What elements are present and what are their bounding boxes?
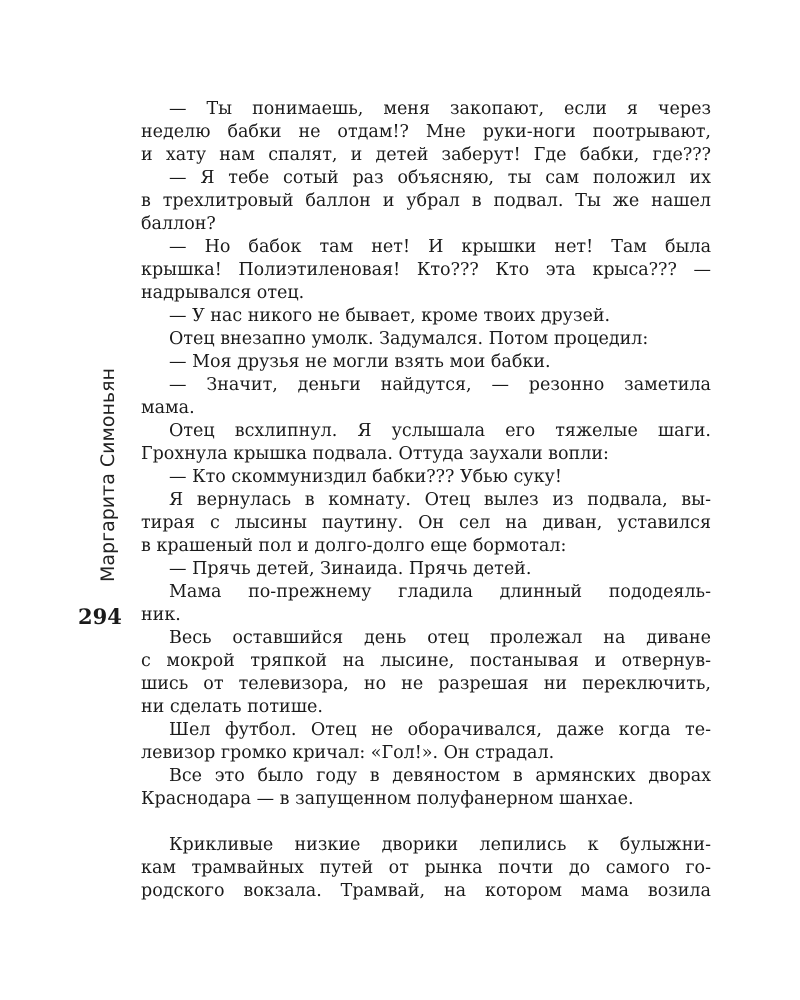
text-line: надрывался отец.: [141, 283, 305, 303]
text-line: кам трамвайных путей от рынка почти до самого го-: [141, 858, 711, 878]
text-line: левизор громко кричал: «Гол!». Он страдал.: [141, 743, 555, 763]
text-line: и хату нам спалят, и детей заберут! Где бабки, где???: [141, 145, 711, 165]
text-line: крышка! Полиэтиленовая! Кто??? Кто эта крыса??? —: [141, 260, 711, 280]
text-line: в крашеный пол и долго-долго еще бормотал:: [141, 536, 567, 556]
text-line: Все это было году в девяностом в армянских дворах: [169, 766, 711, 786]
section-break: [141, 811, 711, 834]
text-line: — Кто скоммуниздил бабки??? Убью суку!: [169, 467, 562, 487]
text-line: Шел футбол. Отец не оборачивался, даже когда те-: [169, 720, 711, 740]
text-line: — Значит, деньги найдутся, — резонно заметила: [169, 375, 711, 395]
text-line: — У нас никого не бывает, кроме твоих друзей.: [169, 306, 611, 326]
text-line: Я вернулась в комнату. Отец вылез из подвала, вы-: [169, 490, 711, 510]
running-head-author: Маргарита Симоньян: [97, 368, 119, 582]
text-line: Отец всхлипнул. Я услышала его тяжелые шаги.: [169, 421, 711, 441]
text-line: мама.: [141, 398, 195, 418]
text-line: Грохнула крышка подвала. Оттуда заухали вопли:: [141, 444, 609, 464]
text-line: Крикливые низкие дворики лепились к булыжни-: [169, 835, 711, 855]
text-line: ник.: [141, 605, 181, 625]
page-number: 294: [78, 604, 122, 629]
text-line: Весь оставшийся день отец пролежал на диване: [169, 628, 711, 648]
text-line: с мокрой тряпкой на лысине, постанывая и отвернув-: [141, 651, 711, 671]
text-line: — Прячь детей, Зинаида. Прячь детей.: [169, 559, 532, 579]
text-line: Краснодара — в запущенном полуфанерном шанхае.: [141, 789, 634, 809]
text-line: шись от телевизора, но не разрешая ни переключить,: [141, 674, 711, 694]
text-line: — Я тебе сотый раз объясняю, ты сам положил их: [169, 168, 711, 188]
text-line: — Моя друзья не могли взять мои бабки.: [169, 352, 551, 372]
text-line: Мама по-прежнему гладила длинный пододеяль-: [169, 582, 711, 602]
text-line: ни сделать потише.: [141, 697, 323, 717]
text-line: баллон?: [141, 214, 216, 234]
text-line: родского вокзала. Трамвай, на котором мама возила: [141, 881, 711, 901]
text-line: Отец внезапно умолк. Задумался. Потом процедил:: [169, 329, 649, 349]
body-text: [141, 98, 711, 903]
text-line: тирая с лысины паутину. Он сел на диван, уставился: [141, 513, 711, 533]
text-line: в трехлитровый баллон и убрал в подвал. Ты же нашел: [141, 191, 711, 211]
text-line: — Ты понимаешь, меня закопают, если я через: [169, 99, 711, 119]
text-line: неделю бабки не отдам!? Мне руки-ноги поотрывают,: [141, 122, 711, 142]
text-line: — Но бабок там нет! И крышки нет! Там была: [169, 237, 711, 257]
